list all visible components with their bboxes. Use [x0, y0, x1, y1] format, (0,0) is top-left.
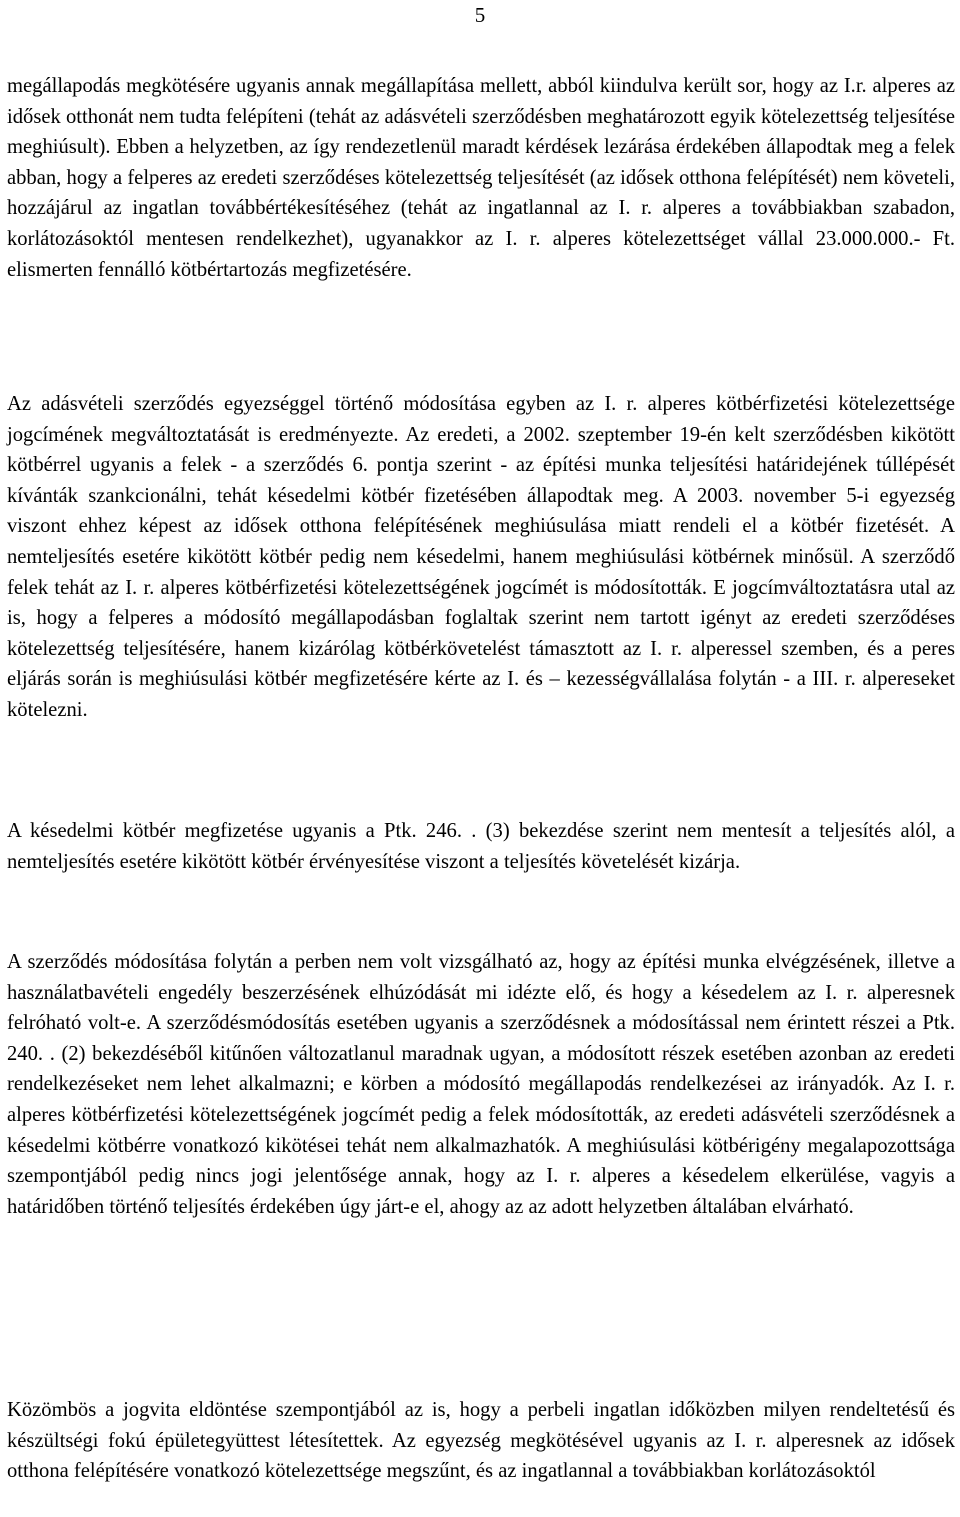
- paragraph-text: megállapodás megkötésére ugyanis annak megállapítása mellett, abból kiindulva került sor, hogy az I.r. alperes az idősek otthonát nem tudta felépíteni (tehát az adásvételi szerződésben meghatározott egyik kötelezettség teljesítése meghiúsult). Ebben a helyzetben, az így rendezetlenül maradt kérdések lezárása érdekében állapodtak meg a felek abban, hogy a felperes az eredeti szerződéses kötelezettség teljesítését (az idősek otthona felépítését) nem követeli, hozzájárul az ingatlan továbbértékesítéséhez (tehát az ingatlannal az I. r. alperes a továbbiakban szabadon, korlátozásoktól mentesen rendelkezhet), ugyanakkor az I. r. alperes kötelezettséget vállal 23.000.000.- Ft. elismerten fennálló kötbértartozás megfizetésére.: [7, 75, 955, 281]
- paragraph-3: [7, 816, 955, 877]
- paragraph-text: A késedelmi kötbér megfizetése ugyanis a Ptk. 246. . (3) bekezdése szerint nem mentesít a teljesítés alól, a nemteljesítés esetére kikötött kötbér érvényesítése viszont a teljesítés követelését kizárja.: [7, 820, 955, 873]
- paragraph-5: [7, 1395, 955, 1487]
- paragraph-4: [7, 947, 955, 1222]
- paragraph-text: A szerződés módosítása folytán a perben nem volt vizsgálható az, hogy az építési munka elvégzésének, illetve a használatbavételi engedély beszerzésének elhúzódását mi idézte elő, és hogy a késedelem az I. r. alperesnek felróható volt-e. A szerződésmódosítás esetében ugyanis a szerződésnek a módosítással nem érintett részei a Ptk. 240. . (2) bekezdéséből kitűnően változatlanul maradnak ugyan, a módosított részek esetében azonban az eredeti rendelkezéseket nem lehet alkalmazni; e körben a módosító megállapodás rendelkezései az irányadók. Az I. r. alperes kötbérfizetési kötelezettségének jogcímét pedig a felek módosították, az eredeti adásvételi szerződésnek a késedelmi kötbérre vonatkozó kikötései tehát nem alkalmazhatók. A meghiúsulási kötbérigény megalapozottsága szempontjából pedig nincs jogi jelentősége annak, hogy az I. r. alperes a késedelem elkerülése, vagyis a határidőben történő teljesítés érdekében úgy járt-e el, ahogy az az adott helyzetben általában elvárható.: [7, 951, 955, 1218]
- paragraph-text: Az adásvételi szerződés egyezséggel történő módosítása egyben az I. r. alperes kötbérfizetési kötelezettsége jogcímének megváltoztatását is eredményezte. Az eredeti, a 2002. szeptember 19-én kelt szerződésben kikötött kötbérrel ugyanis a felek - a szerződés 6. pontja szerint - az építési munka teljesítési határidejének túllépését kívánták szankcionálni, tehát késedelmi kötbér fizetésében állapodtak meg. A 2003. november 5-i egyezség viszont ehhez képest az idősek otthona felépítésének meghiúsulása miatt rendeli el a kötbér fizetését. A nemteljesítés esetére kikötött kötbér pedig nem késedelmi, hanem meghiúsulási kötbérnek minősül. A szerződő felek tehát az I. r. alperes kötbérfizetési kötelezettségének jogcímét is módosították. E jogcímváltoztatásra utal az is, hogy a felperes a módosító megállapodásban foglaltak szerint nem tartott igényt az eredeti szerződéses kötelezettség teljesítésére, hanem kizárólag kötbérkövetelést támasztott az I. r. alperessel szemben, és a peres eljárás során is meghiúsulási kötbér megfizetésére kérte az I. és – kezességvállalása folytán - a III. r. alpereseket kötelezni.: [7, 393, 955, 721]
- page-number: 5: [474, 3, 486, 27]
- paragraph-2: [7, 389, 955, 726]
- paragraph-1: [7, 71, 955, 285]
- paragraph-text: Közömbös a jogvita eldöntése szempontjából az is, hogy a perbeli ingatlan időközben milyen rendeltetésű és készültségi fokú épületegyüttest létesítettek. Az egyezség megkötésével ugyanis az I. r. alperesnek az idősek otthona felépítésére vonatkozó kötelezettsége megszűnt, és az ingatlannal a továbbiakban korlátozásoktól: [7, 1399, 955, 1483]
